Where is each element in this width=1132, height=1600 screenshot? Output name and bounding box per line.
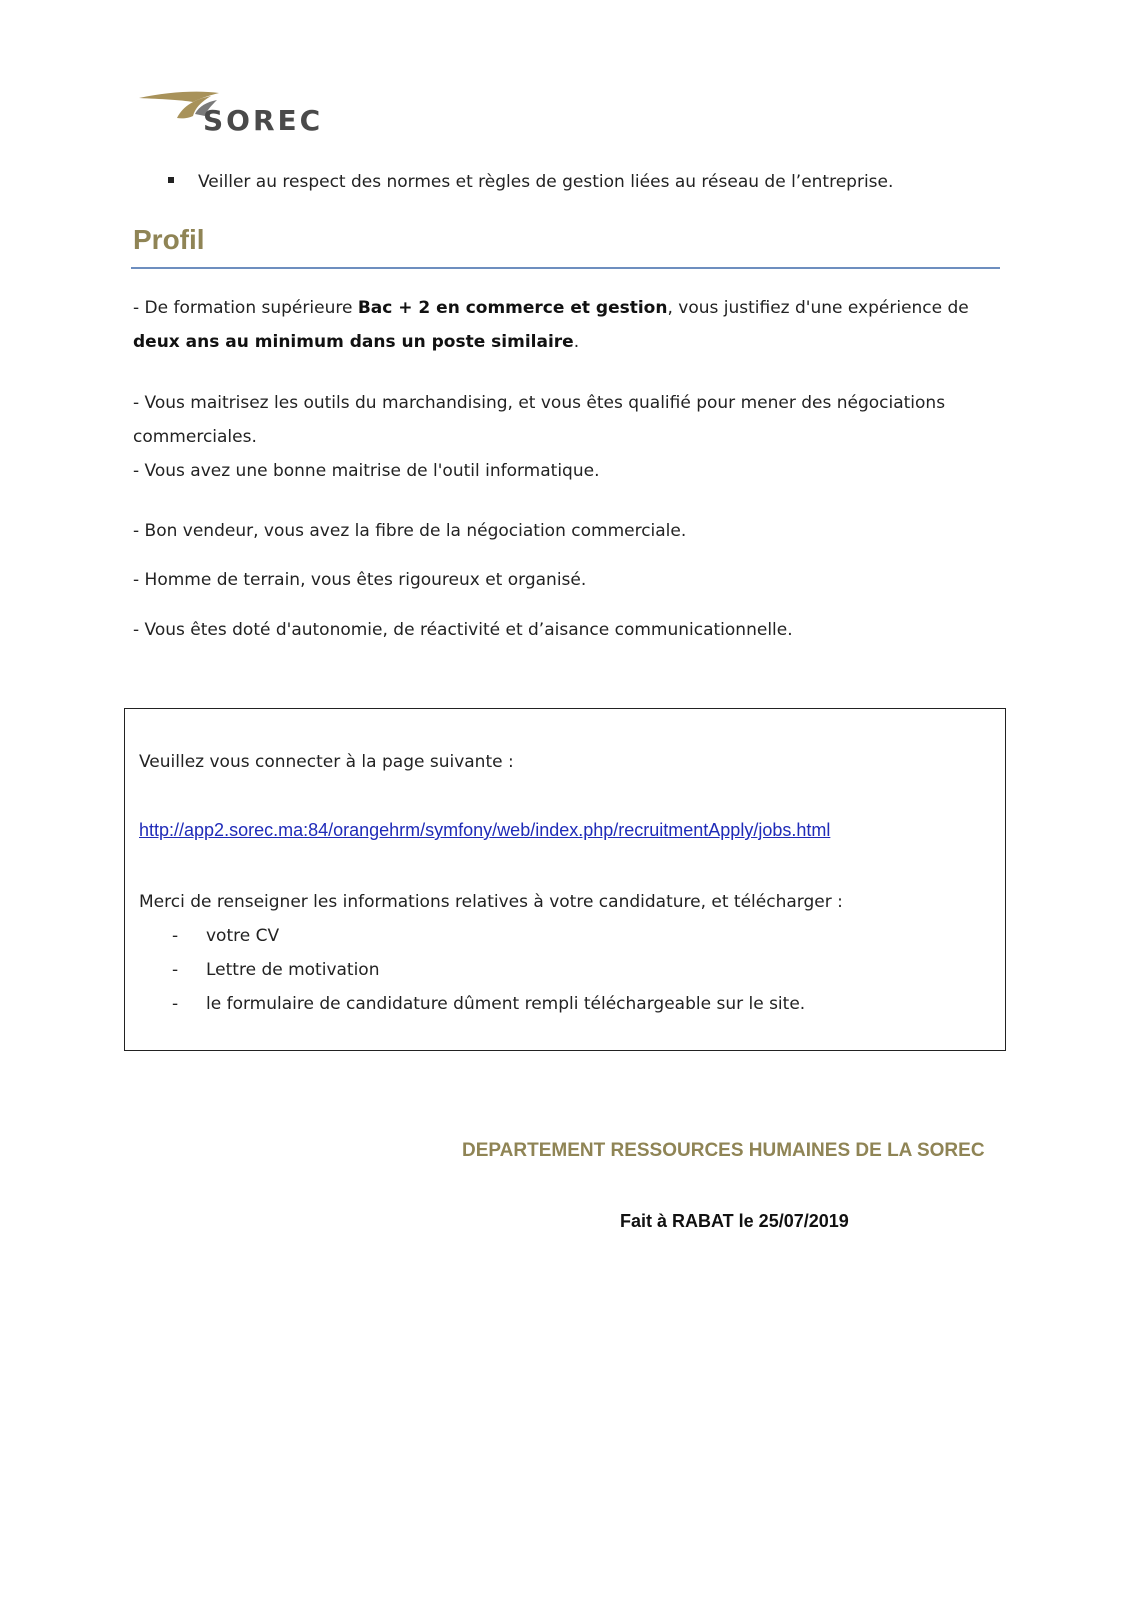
list-item: - Lettre de motivation bbox=[172, 960, 380, 980]
section-title-profil: Profil bbox=[133, 224, 205, 255]
p1-bold-degree: Bac + 2 en commerce et gestion bbox=[357, 298, 668, 318]
p2-line-1: - Vous maitrisez les outils du marchandising, et vous êtes qualifié pour mener des négociations bbox=[133, 393, 946, 413]
recruitment-link[interactable]: http://app2.sorec.ma:84/orangehrm/symfony/web/index.php/recruitmentApply/jobs.html bbox=[139, 820, 831, 840]
apply-intro: Veuillez vous connecter à la page suivante : bbox=[139, 752, 514, 772]
p1-bold-experience: deux ans au minimum dans un poste similaire bbox=[133, 332, 574, 352]
sorec-logo bbox=[137, 66, 369, 140]
p1-text-c: , vous justifiez d'une expérience de bbox=[667, 298, 969, 318]
profil-paragraph-6: - Vous êtes doté d'autonomie, de réactivité et d’aisance communicationnelle. bbox=[133, 620, 793, 640]
list-item-form: le formulaire de candidature dûment rempli téléchargeable sur le site. bbox=[206, 994, 806, 1014]
logo-text: SOREC bbox=[203, 104, 324, 137]
profil-paragraph-1 bbox=[133, 291, 1003, 359]
profil-paragraph-5: - Homme de terrain, vous êtes rigoureux et organisé. bbox=[133, 570, 587, 590]
section-divider bbox=[131, 267, 1000, 269]
date-line: Fait à RABAT le 25/07/2019 bbox=[620, 1211, 849, 1231]
top-bullet bbox=[168, 172, 893, 192]
p1-text-a: - De formation supérieure bbox=[133, 298, 358, 318]
list-item: - votre CV bbox=[172, 926, 280, 946]
profil-paragraph-4: - Bon vendeur, vous avez la fibre de la négociation commerciale. bbox=[133, 521, 687, 541]
p3-line: - Vous avez une bonne maitrise de l'outil informatique. bbox=[133, 461, 600, 481]
p2-line-2: commerciales. bbox=[133, 427, 257, 447]
list-item-cv: votre CV bbox=[206, 926, 280, 946]
p1-text-e: . bbox=[573, 332, 580, 352]
profil-paragraph-2 bbox=[133, 386, 1003, 488]
department-signature: DEPARTEMENT RESSOURCES HUMAINES DE LA SOREC bbox=[462, 1140, 985, 1161]
top-bullet-text: Veiller au respect des normes et règles de gestion liées au réseau de l’entreprise. bbox=[198, 172, 894, 192]
apply-instructions: Merci de renseigner les informations relatives à votre candidature, et télécharger : bbox=[139, 892, 843, 912]
list-item: - le formulaire de candidature dûment rempli téléchargeable sur le site. bbox=[172, 994, 806, 1014]
bullet-square-icon bbox=[168, 177, 174, 183]
list-item-motivation: Lettre de motivation bbox=[206, 960, 380, 980]
